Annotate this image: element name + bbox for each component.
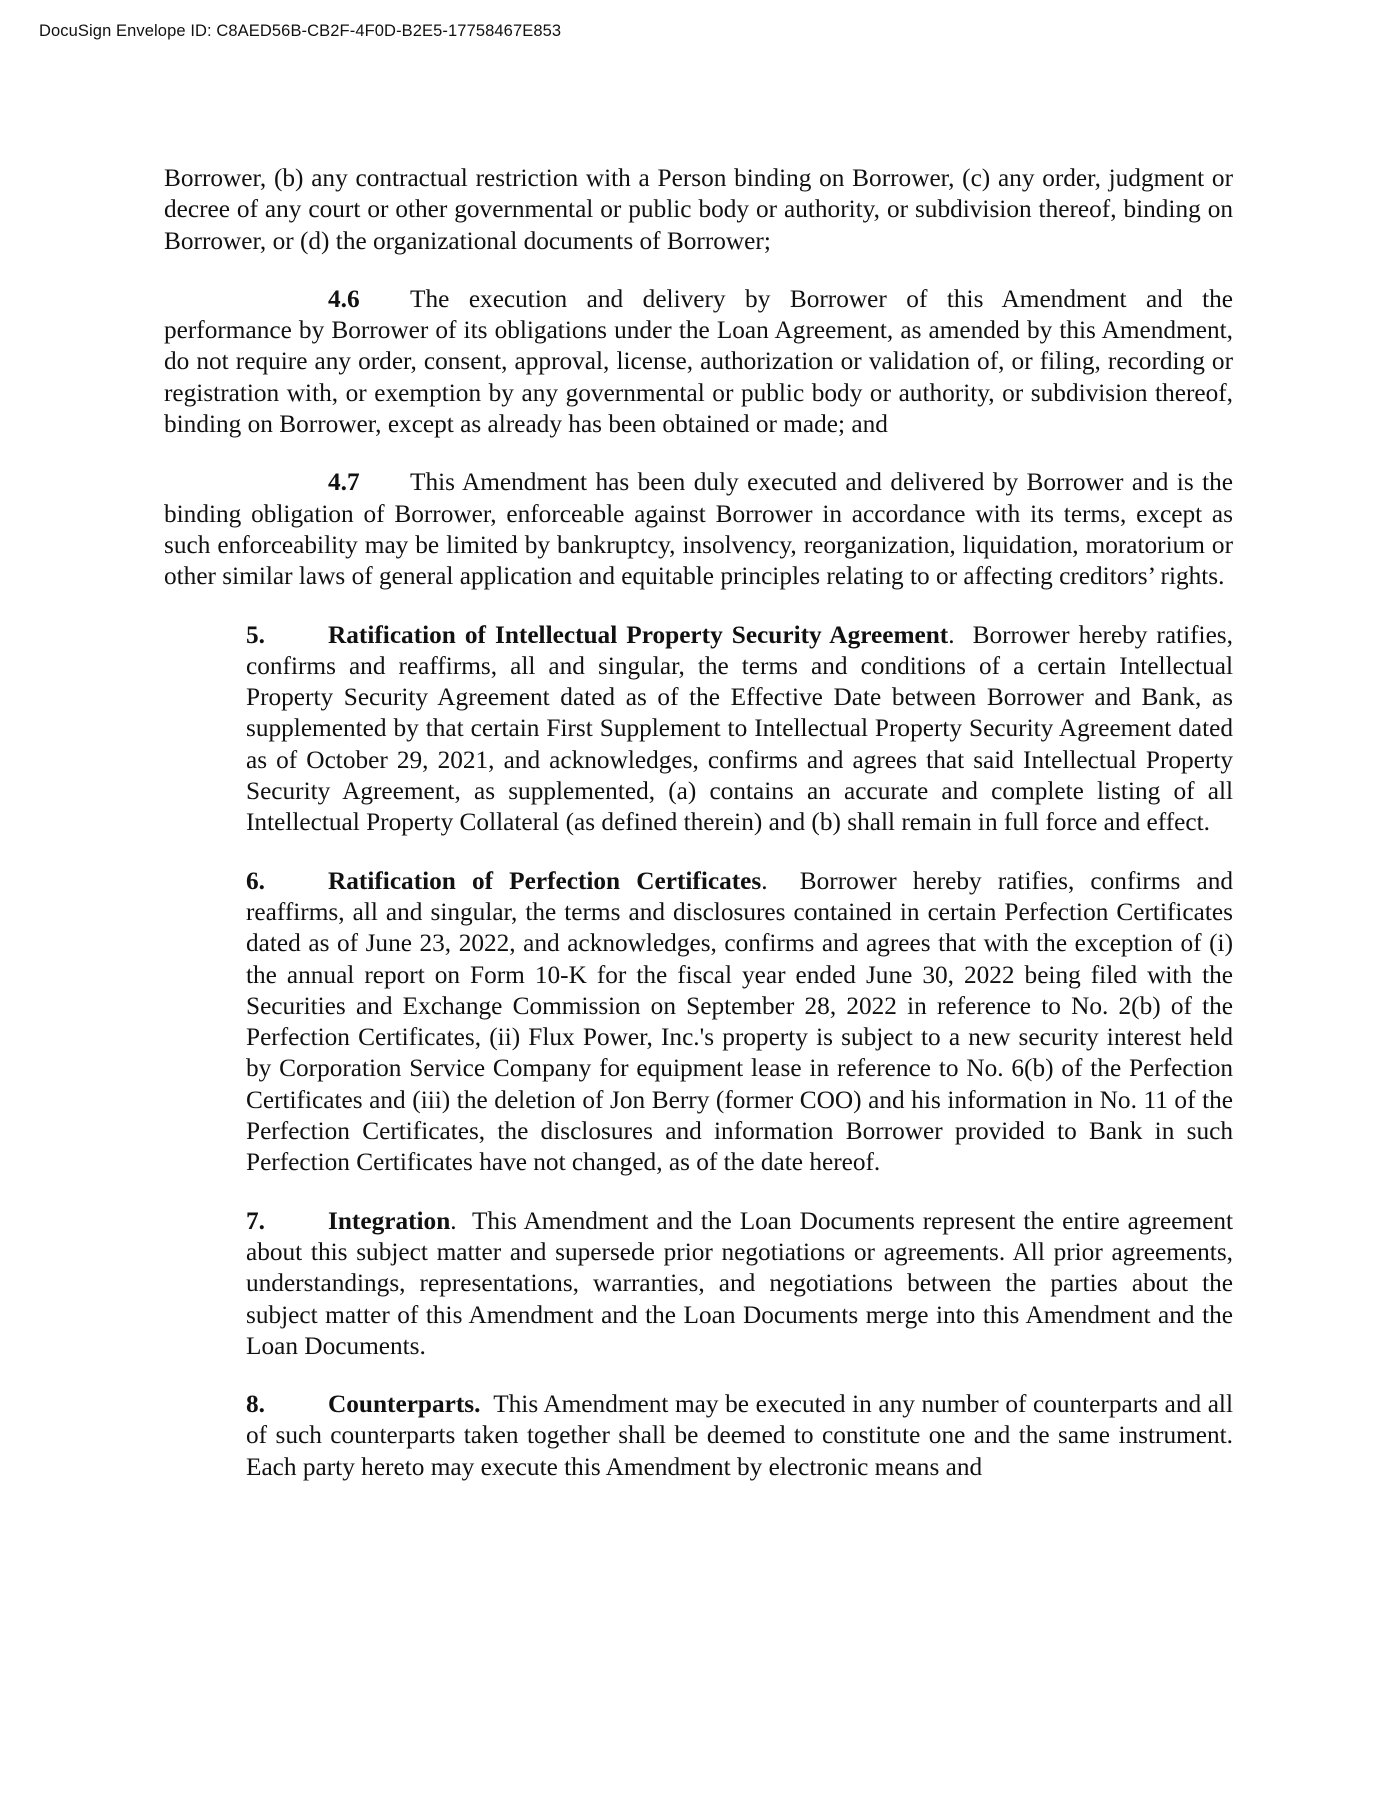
subsection-number: 4.6 (328, 284, 360, 313)
section-8 (246, 1389, 1233, 1483)
section-heading-punct: . (450, 1206, 457, 1235)
subsection-4-7 (164, 467, 1233, 592)
section-text: This Amendment and the Loan Documents represent the entire agreement about this subject matter and supersede prior negotiations or agreements. All prior agreements, understandings, representations, warranties, and negotiations between the parties about the subject matter of this Amendment and the Loan Documents merge into this Amendment and the Loan Documents. (246, 1206, 1233, 1360)
section-heading-punct: . (948, 620, 955, 649)
section-heading: Ratification of Perfection Certificates (328, 866, 762, 895)
subsection-4-6 (164, 284, 1233, 440)
subsection-text: This Amendment has been duly executed and delivered by Borrower and is the binding obligation of Borrower, enforceable against Borrower in accordance with its terms, except as such enforceability may be limited by bankruptcy, insolvency, reorganization, liquidation, moratorium or other similar laws of general application and equitable principles relating to or affecting creditors’ rights. (164, 468, 1233, 591)
subsection-number: 4.7 (328, 468, 360, 497)
section-text: This Amendment may be executed in any number of counterparts and all of such counterparts taken together shall be deemed to constitute one and the same instrument. Each party hereto may execute this Amendment by electronic means and (246, 1390, 1233, 1481)
subsection-text: The execution and delivery by Borrower of this Amendment and the performance by Borrower of its obligations under the Loan Agreement, as amended by this Amendment, do not require any order, consent, approval, license, authorization or validation of, or filing, recording or registration with, or exemption by any governmental or public body or authority, or subdivision thereof, binding on Borrower, except as already has been obtained or made; and (164, 284, 1233, 439)
section-number: 5. (246, 620, 265, 649)
section-heading: Ratification of Intellectual Property Security Agreement (328, 620, 949, 649)
section-text: Borrower hereby ratifies, confirms and reaffirms, all and singular, the terms and conditions of a certain Intellectual Property Security Agreement dated as of the Effective Date between Borrower and Bank, as supplemented by that certain First Supplement to Intellectual Property Security Agreement dated as of October 29, 2021, and acknowledges, confirms and agrees that said Intellectual Property Security Agreement, as supplemented, (a) contains an accurate and complete listing of all Intellectual Property Collateral (as defined therein) and (b) shall remain in full force and effect. (246, 620, 1233, 837)
section-heading: Integration (328, 1206, 451, 1235)
docusign-envelope-id: DocuSign Envelope ID: C8AED56B-CB2F-4F0D-B2E5-17758467E853 (39, 22, 562, 40)
continuation-paragraph: Borrower, (b) any contractual restriction with a Person binding on Borrower, (c) any order, judgment or decree of any court or other governmental or public body or authority, or subdivision thereof, binding on Borrower, or (d) the organizational documents of Borrower; (164, 164, 1233, 255)
document-body (164, 163, 1233, 1510)
section-text: Borrower hereby ratifies, confirms and reaffirms, all and singular, the terms and disclosures contained in certain Perfection Certificates dated as of June 23, 2022, and acknowledges, confirms and agrees that with the exception of (i) the annual report on Form 10-K for the fiscal year ended June 30, 2022 being filed with the Securities and Exchange Commission on September 28, 2022 in reference to No. 2(b) of the Perfection Certificates, (ii) Flux Power, Inc.'s property is subject to a new security interest held by Corporation Service Company for equipment lease in reference to No. 6(b) of the Perfection Certificates and (iii) the deletion of Jon Berry (former COO) and his information in No. 11 of the Perfection Certificates, the disclosures and information Borrower provided to Bank in such Perfection Certificates have not changed, as of the date hereof. (246, 866, 1233, 1177)
section-heading: Counterparts. (328, 1390, 481, 1419)
section-number: 7. (246, 1206, 265, 1235)
section-number: 8. (246, 1390, 265, 1419)
section-6 (246, 866, 1233, 1179)
section-7 (246, 1206, 1233, 1362)
section-5 (246, 620, 1233, 839)
section-number: 6. (246, 866, 265, 895)
section-heading-punct: . (761, 866, 768, 895)
